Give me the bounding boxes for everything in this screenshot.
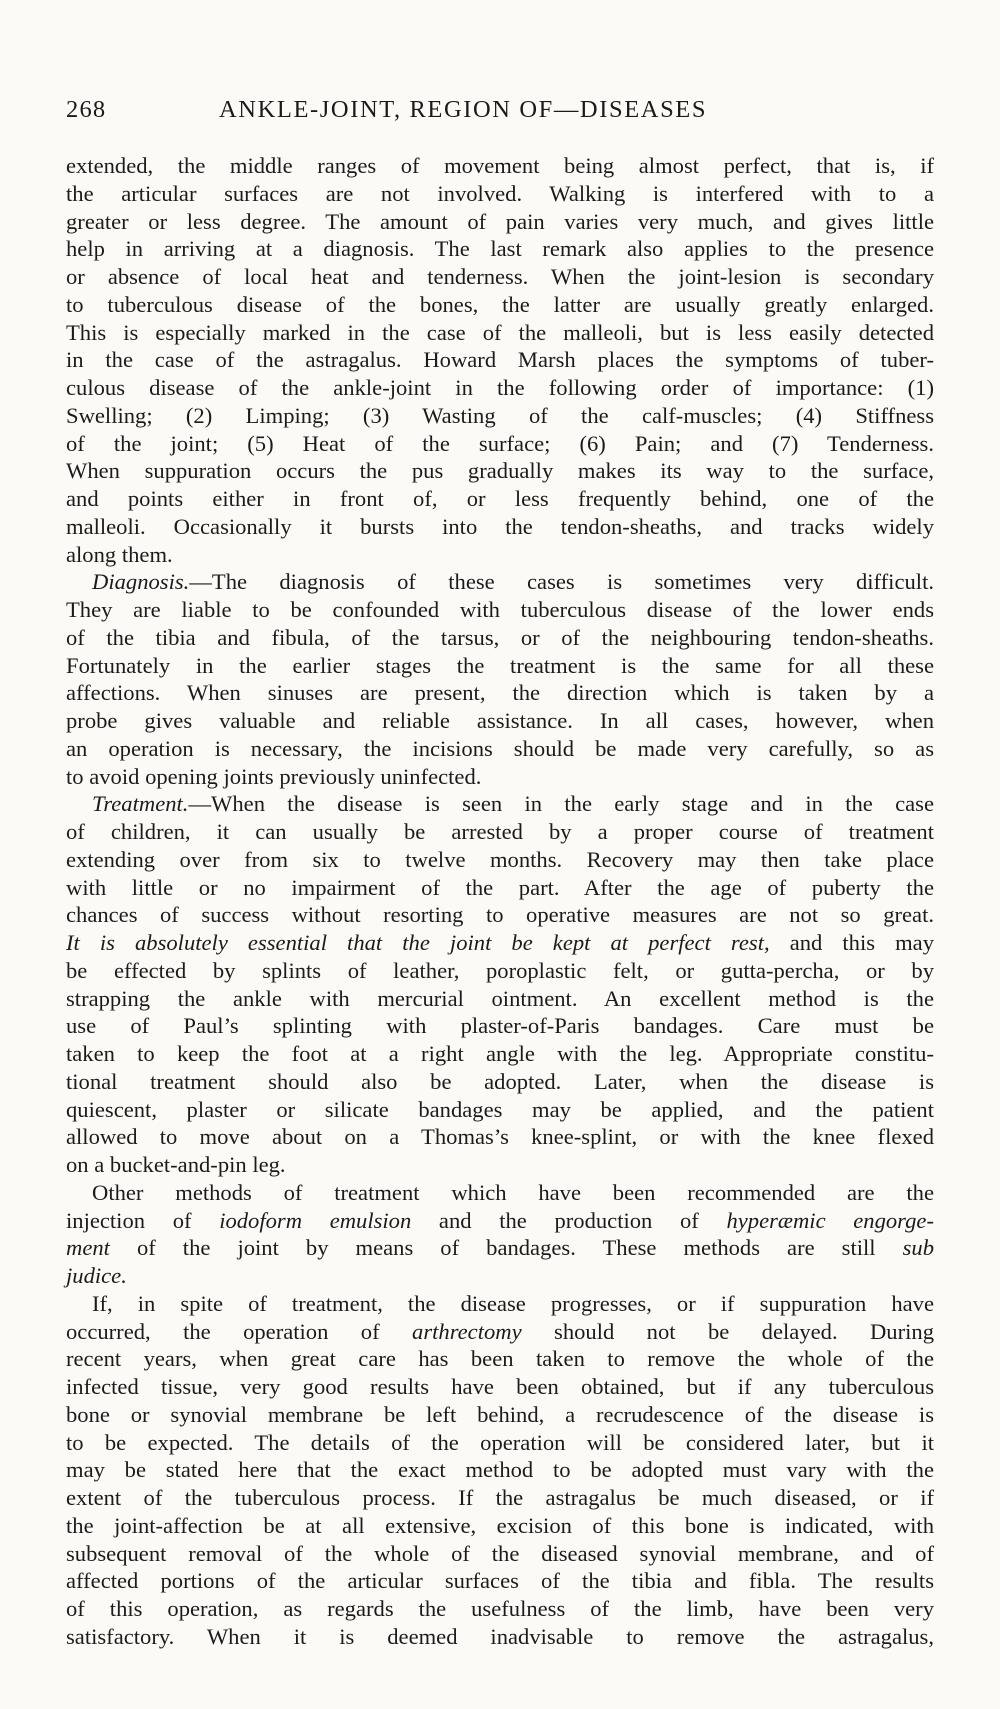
line-text: in the case of the astragalus. Howard Marsh places the symptoms of tuber- (66, 347, 934, 373)
text-line (66, 152, 934, 180)
text-line (66, 1179, 934, 1207)
text-line (66, 707, 934, 735)
text-line (66, 624, 934, 652)
text-line (66, 513, 934, 541)
text-line (66, 652, 934, 680)
text-line (66, 1484, 934, 1512)
italic-text: judice. (66, 1263, 127, 1288)
text-line (66, 1512, 934, 1540)
text-line (66, 1040, 934, 1068)
text-line (66, 1262, 934, 1290)
running-title: ANKLE-JOINT, REGION OF—DISEASES (219, 96, 708, 123)
line-text: should not be delayed. During (521, 1318, 934, 1344)
page-header (66, 96, 936, 130)
line-text: of the tibia and fibula, of the tarsus, or of the neighbouring tendon-sheaths. (66, 624, 934, 650)
line-text: of children, it can usually be arrested by a proper course of treatment (66, 819, 934, 844)
text-line (66, 430, 934, 458)
line-text: subsequent removal of the whole of the diseased synovial membrane, and of (66, 1540, 934, 1566)
line-text: Other methods of treatment which have been recommended are the (92, 1179, 934, 1205)
text-line (66, 1567, 934, 1595)
page-number: 268 (66, 96, 107, 123)
text-line (66, 1123, 934, 1151)
text-line (66, 402, 934, 430)
line-text: injection of (66, 1207, 220, 1233)
line-text: along them. (66, 541, 173, 567)
line-text: may be stated here that the exact method to be adopted must vary with the (66, 1457, 934, 1483)
line-text: If, in spite of treatment, the disease progresses, or if suppuration have (92, 1290, 934, 1316)
line-text: Swelling; (2) Limping; (3) Wasting of the calf-muscles; (4) Stiffness (66, 402, 934, 428)
text-line (66, 1151, 934, 1179)
line-text: and points either in front of, or less frequently behind, one of the (66, 486, 934, 511)
line-text: affected portions of the articular surfaces of the tibia and fibla. The results (66, 1568, 934, 1594)
text-line (66, 374, 934, 402)
line-text: tional treatment should also be adopted. Later, when the disease is (66, 1068, 934, 1094)
line-text: satisfactory. When it is deemed inadvisable to remove the astragalus, (66, 1623, 934, 1649)
line-text: be effected by splints of leather, poroplastic felt, or gutta-percha, or by (66, 957, 934, 983)
line-text: of the joint by means of bandages. These methods are still (109, 1235, 903, 1261)
line-text: allowed to move about on a Thomas’s knee-splint, or with the knee flexed (66, 1124, 934, 1150)
line-text: malleoli. Occasionally it bursts into the tendon-sheaths, and tracks widely (66, 513, 934, 539)
text-line (66, 1096, 934, 1124)
text-line (66, 319, 934, 347)
italic-text: iodoform emulsion (219, 1207, 412, 1233)
text-line (66, 679, 934, 707)
text-line (66, 1540, 934, 1568)
line-text: on a bucket-and-pin leg. (66, 1152, 286, 1177)
line-text: When suppuration occurs the pus gradually makes its way to the surface, (66, 458, 934, 484)
line-text: and this may (769, 930, 934, 955)
line-text: the joint-affection be at all extensive, excision of this bone is indicated, with (66, 1512, 934, 1538)
line-text: of the joint; (5) Heat of the surface; (6) Pain; and (7) Tenderness. (66, 430, 934, 456)
line-text: and the production of (411, 1207, 727, 1233)
line-text: culous disease of the ankle-joint in the following order of importance: (1) (66, 375, 934, 400)
text-line (66, 1345, 934, 1373)
line-text: chances of success without resorting to operative measures are not so great. (66, 902, 934, 928)
text-line (66, 1234, 934, 1262)
text-line (66, 1623, 934, 1651)
italic-text: Treatment. (92, 791, 189, 817)
text-line (66, 291, 934, 319)
text-line (66, 235, 934, 263)
text-line (66, 1373, 934, 1401)
text-line (66, 985, 934, 1013)
text-line (66, 485, 934, 513)
text-line (66, 568, 934, 596)
text-line (66, 263, 934, 291)
line-text: They are liable to be confounded with tuberculous disease of the lower ends (66, 597, 934, 622)
line-text: the articular surfaces are not involved. Walking is interfered with to a (66, 180, 934, 206)
line-text: extending over from six to twelve months. Recovery may then take place (66, 846, 934, 872)
line-text: infected tissue, very good results have been obtained, but if any tuberculous (66, 1374, 934, 1399)
text-line (66, 790, 934, 818)
italic-text: It is absolutely essential that the joint be kept at perfect rest, (66, 930, 770, 955)
text-line (66, 1290, 934, 1318)
text-line (66, 346, 934, 374)
line-text: an operation is necessary, the incisions should be made very carefully, so as (66, 735, 934, 761)
line-text: quiescent, plaster or silicate bandages may be applied, and the patient (66, 1096, 934, 1122)
text-line (66, 929, 934, 957)
line-text: to tuberculous disease of the bones, the latter are usually greatly enlarged. (66, 291, 934, 317)
text-line (66, 1595, 934, 1623)
text-line (66, 735, 934, 763)
text-line (66, 1429, 934, 1457)
text-line (66, 1318, 934, 1346)
text-line (66, 818, 934, 846)
text-line (66, 846, 934, 874)
line-text: of this operation, as regards the usefulness of the limb, have been very (66, 1596, 934, 1621)
body-text (66, 152, 934, 1651)
line-text: strapping the ankle with mercurial ointment. An excellent method is the (66, 985, 934, 1011)
line-text: help in arriving at a diagnosis. The last remark also applies to the presence (66, 236, 934, 262)
line-text: to avoid opening joints previously uninfected. (66, 763, 482, 789)
text-line (66, 1401, 934, 1429)
line-text: or absence of local heat and tenderness. When the joint-lesion is secondary (66, 264, 934, 289)
line-text: bone or synovial membrane be left behind, a recrudescence of the disease is (66, 1401, 934, 1427)
line-text: taken to keep the foot at a right angle with the leg. Appropriate constitu- (66, 1041, 934, 1066)
line-text: with little or no impairment of the part. After the age of puberty the (66, 874, 934, 900)
text-line (66, 180, 934, 208)
text-line (66, 763, 934, 791)
line-text: Fortunately in the earlier stages the treatment is the same for all these (66, 652, 934, 678)
text-line (66, 1012, 934, 1040)
line-text: extent of the tuberculous process. If the astragalus be much diseased, or if (66, 1485, 934, 1510)
italic-text: sub (902, 1235, 934, 1261)
line-text: to be expected. The details of the operation will be considered later, but it (66, 1429, 934, 1455)
line-text: probe gives valuable and reliable assistance. In all cases, however, when (66, 708, 934, 733)
text-line (66, 901, 934, 929)
italic-text: Diagnosis. (92, 569, 190, 595)
line-text: affections. When sinuses are present, the direction which is taken by a (66, 680, 934, 706)
line-text: This is especially marked in the case of the malleoli, but is less easily detected (66, 319, 934, 345)
text-line (66, 957, 934, 985)
line-text: use of Paul’s splinting with plaster-of-Paris bandages. Care must be (66, 1013, 934, 1039)
line-text: extended, the middle ranges of movement being almost perfect, that is, if (66, 153, 934, 178)
italic-text: arthrectomy (412, 1318, 522, 1344)
text-line (66, 874, 934, 902)
line-text: greater or less degree. The amount of pain varies very much, and gives little (66, 208, 934, 234)
line-text: recent years, when great care has been taken to remove the whole of the (66, 1346, 934, 1372)
italic-text: ment (66, 1235, 110, 1261)
text-line (66, 1207, 934, 1235)
text-line (66, 596, 934, 624)
line-text: —When the disease is seen in the early stage and in the case (188, 791, 934, 817)
text-line (66, 1068, 934, 1096)
text-line (66, 541, 934, 569)
text-line (66, 208, 934, 236)
line-text: occurred, the operation of (66, 1318, 413, 1344)
line-text: —The diagnosis of these cases is sometimes very difficult. (189, 569, 934, 595)
text-line (66, 1456, 934, 1484)
italic-text: hyperæmic engorge- (726, 1207, 934, 1233)
text-line (66, 457, 934, 485)
